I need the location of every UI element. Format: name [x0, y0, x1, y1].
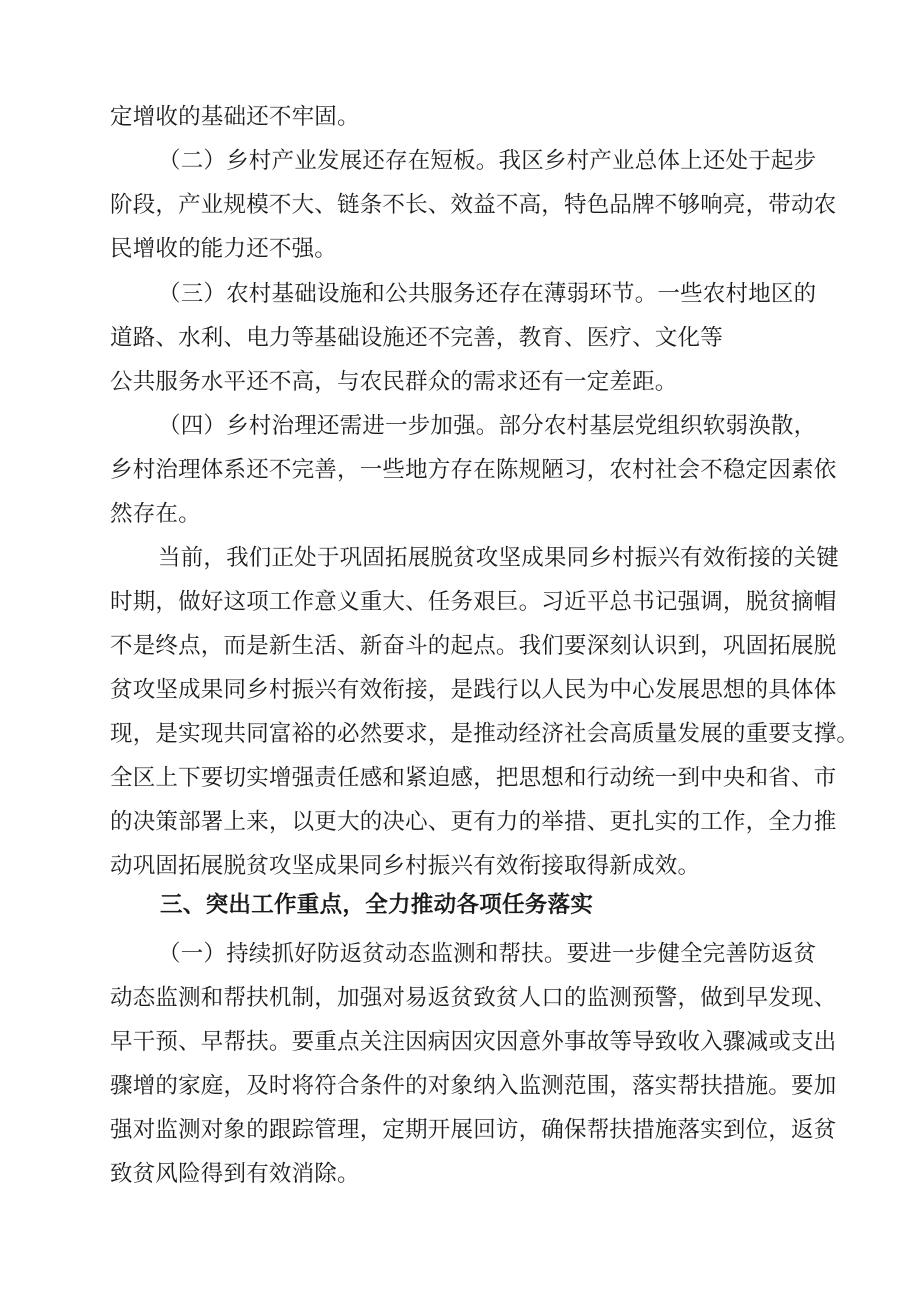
paragraph-line: 民增收的能力还不强。: [110, 236, 338, 262]
paragraph-line: 不是终点，而是新生活、新奋斗的起点。我们要深刻认识到，巩固拓展脱: [110, 633, 837, 659]
paragraph-line: 乡村治理体系还不完善，一些地方存在陈规陋习，农村社会不稳定因素依: [110, 457, 837, 483]
paragraph-line: 当前，我们正处于巩固拓展脱贫攻坚成果同乡村振兴有效衔接的关键: [158, 545, 840, 571]
paragraph-line: （四）乡村治理还需进一步加强。部分农村基层党组织软弱涣散，: [158, 413, 817, 439]
paragraph-line: 贫攻坚成果同乡村振兴有效衔接，是践行以人民为中心发展思想的具体体: [110, 677, 837, 703]
paragraph-line: 动态监测和帮扶机制，加强对易返贫致贫人口的监测预警，做到早发现、: [110, 985, 837, 1011]
paragraph-line: 时期，做好这项工作意义重大、任务艰巨。习近平总书记强调，脱贫摘帽: [110, 589, 837, 615]
paragraph-line: 的决策部署上来，以更大的决心、更有力的举措、更扎实的工作，全力推: [110, 809, 837, 835]
paragraph-line: 阶段，产业规模不大、链条不长、效益不高，特色品牌不够响亮，带动农: [110, 192, 837, 218]
paragraph-line: 然存在。: [110, 501, 201, 527]
paragraph-line: （二）乡村产业发展还存在短板。我区乡村产业总体上还处于起步: [158, 148, 817, 174]
paragraph-line: 道路、水利、电力等基础设施还不完善，教育、医疗、文化等: [110, 325, 723, 351]
paragraph-line: （一）持续抓好防返贫动态监测和帮扶。要进一步健全完善防返贫: [158, 941, 817, 967]
paragraph-line: 早干预、早帮扶。要重点关注因病因灾因意外事故等导致收入骤减或支出: [110, 1029, 837, 1055]
section-heading: 三、突出工作重点，全力推动各项任务落实: [160, 892, 594, 918]
paragraph-line: （三）农村基础设施和公共服务还存在薄弱环节。一些农村地区的: [158, 281, 817, 307]
paragraph-line: 全区上下要切实增强责任感和紧迫感，把思想和行动统一到中央和省、市: [110, 765, 837, 791]
paragraph-line: 公共服务水平还不高，与农民群众的需求还有一定差距。: [110, 369, 678, 395]
paragraph-line: 骤增的家庭，及时将符合条件的对象纳入监测范围，落实帮扶措施。要加: [110, 1073, 837, 1099]
paragraph-line: 致贫风险得到有效消除。: [110, 1161, 360, 1187]
paragraph-line: 现，是实现共同富裕的必然要求，是推动经济社会高质量发展的重要支撑。: [110, 721, 860, 747]
paragraph-line: 动巩固拓展脱贫攻坚成果同乡村振兴有效衔接取得新成效。: [110, 853, 701, 879]
paragraph-line: 强对监测对象的跟踪管理，定期开展回访，确保帮扶措施落实到位，返贫: [110, 1117, 837, 1143]
paragraph-line: 定增收的基础还不牢固。: [110, 104, 360, 130]
